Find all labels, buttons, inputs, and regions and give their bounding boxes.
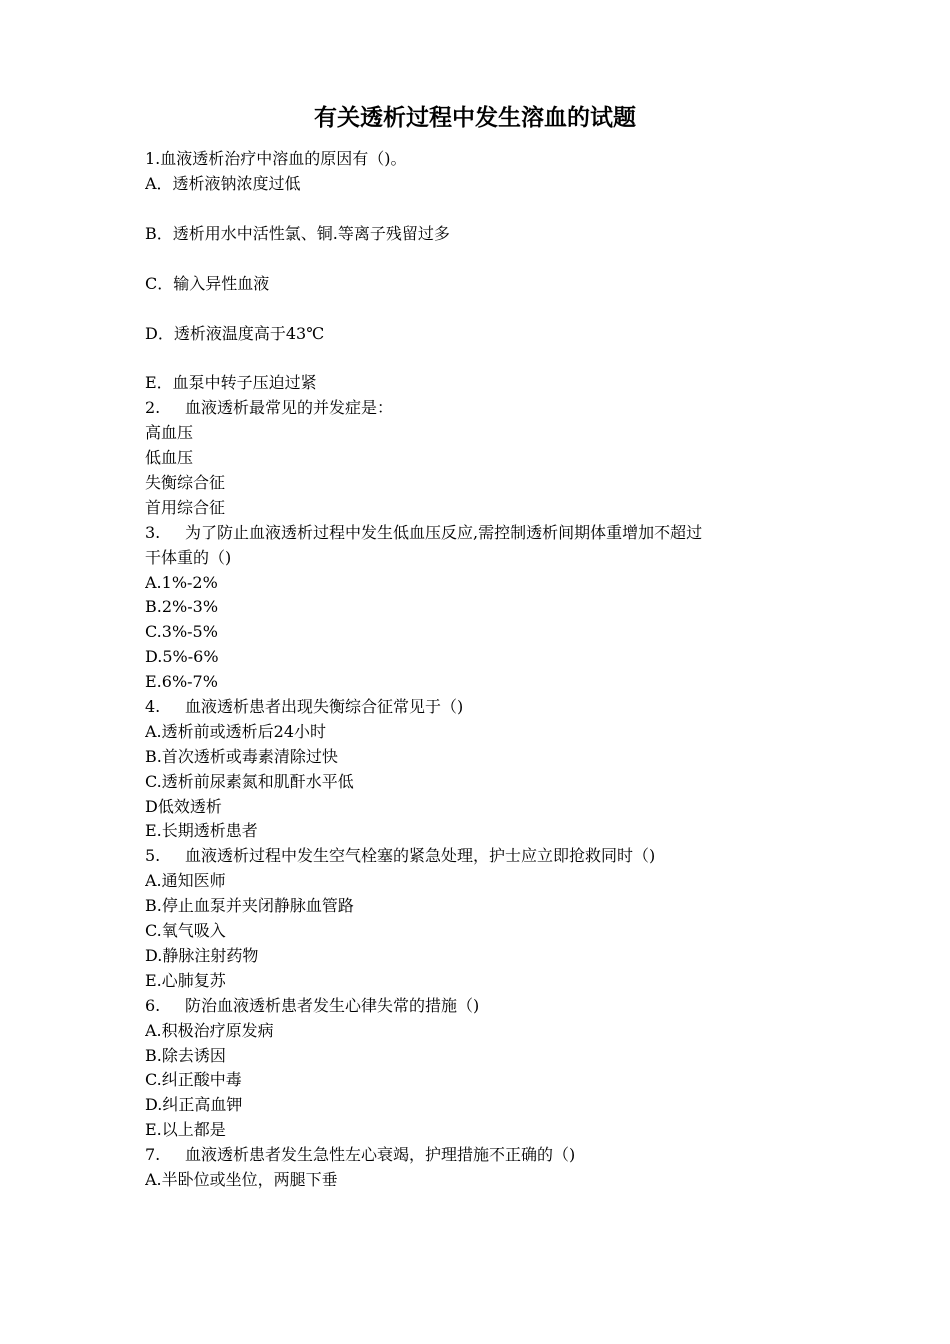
- question-6-option-d: D.纠正高血钾: [145, 1095, 243, 1115]
- question-4-option-d: D低效透析: [145, 796, 222, 816]
- question-7-number: 7.: [145, 1145, 161, 1165]
- question-1-option-d: D．透析液温度高于43℃: [145, 323, 325, 343]
- question-3-option-c: C.3%-5%: [145, 622, 218, 642]
- question-5-option-e: E.心肺复苏: [145, 970, 226, 990]
- question-3-stem: 为了防止血液透析过程中发生低血压反应,需控制透析间期体重增加不超过: [185, 522, 703, 542]
- question-4-option-e: E.长期透析患者: [145, 821, 258, 841]
- question-5-option-a: A.通知医师: [145, 871, 226, 891]
- question-1-option-c: C．输入异性血液: [145, 273, 270, 293]
- question-4-stem-line: [145, 695, 815, 720]
- question-2-option-3: 失衡综合征: [145, 473, 226, 493]
- question-3-option-a: A.1%-2%: [145, 572, 218, 592]
- question-1-option-e: E．血泵中转子压迫过紧: [145, 373, 317, 393]
- question-6-option-e: E.以上都是: [145, 1120, 226, 1140]
- question-2-option-2: 低血压: [145, 448, 194, 468]
- question-1-option-a: A．透析液钠浓度过低: [145, 173, 301, 193]
- question-7-option-a: A.半卧位或坐位，两腿下垂: [145, 1169, 338, 1189]
- question-3-option-d: D.5%-6%: [145, 647, 219, 667]
- question-3-number: 3.: [145, 522, 161, 542]
- question-6-option-a: A.积极治疗原发病: [145, 1020, 274, 1040]
- question-2-stem-line: [145, 396, 815, 421]
- question-5-option-c: C.氧气吸入: [145, 921, 226, 941]
- question-5-number: 5.: [145, 846, 161, 866]
- question-3-stem-continued: 干体重的（): [145, 547, 232, 567]
- question-6-number: 6.: [145, 995, 161, 1015]
- document-title: 有关透析过程中发生溶血的试题: [314, 105, 636, 131]
- question-4-option-b: B.首次透析或毒素清除过快: [145, 746, 338, 766]
- question-6-option-c: C.纠正酸中毒: [145, 1070, 242, 1090]
- question-5-option-b: B.停止血泵并夹闭静脉血管路: [145, 896, 354, 916]
- question-2-stem: 血液透析最常见的并发症是：: [185, 398, 394, 418]
- question-6-option-b: B.除去诱因: [145, 1045, 226, 1065]
- question-7-stem: 血液透析患者发生急性左心衰竭，护理措施不正确的（): [185, 1145, 576, 1165]
- question-1-option-b: B．透析用水中活性氯、铜.等离子残留过多: [145, 223, 450, 243]
- question-1-stem: 1.血液透析治疗中溶血的原因有（)。: [145, 149, 407, 168]
- question-6-stem-line: [145, 994, 815, 1019]
- question-7-stem-line: [145, 1143, 815, 1168]
- question-4-number: 4.: [145, 697, 161, 717]
- question-3-option-e: E.6%-7%: [145, 672, 218, 692]
- question-2-number: 2.: [145, 398, 161, 418]
- document-body: [145, 147, 815, 1193]
- question-5-stem: 血液透析过程中发生空气栓塞的紧急处理，护士应立即抢救同时（): [185, 846, 656, 866]
- question-5-stem-line: [145, 844, 815, 869]
- question-4-option-c: C.透析前尿素氮和肌酐水平低: [145, 771, 354, 791]
- question-5-option-d: D.静脉注射药物: [145, 945, 259, 965]
- question-4-stem: 血液透析患者出现失衡综合征常见于（): [185, 697, 464, 717]
- question-3-option-b: B.2%-3%: [145, 597, 219, 617]
- question-6-stem: 防治血液透析患者发生心律失常的措施（): [185, 995, 480, 1015]
- question-4-option-a: A.透析前或透析后24小时: [145, 721, 327, 741]
- question-3-stem-line: [145, 521, 815, 546]
- question-2-option-4: 首用综合征: [145, 497, 226, 517]
- question-2-option-1: 高血压: [145, 423, 194, 443]
